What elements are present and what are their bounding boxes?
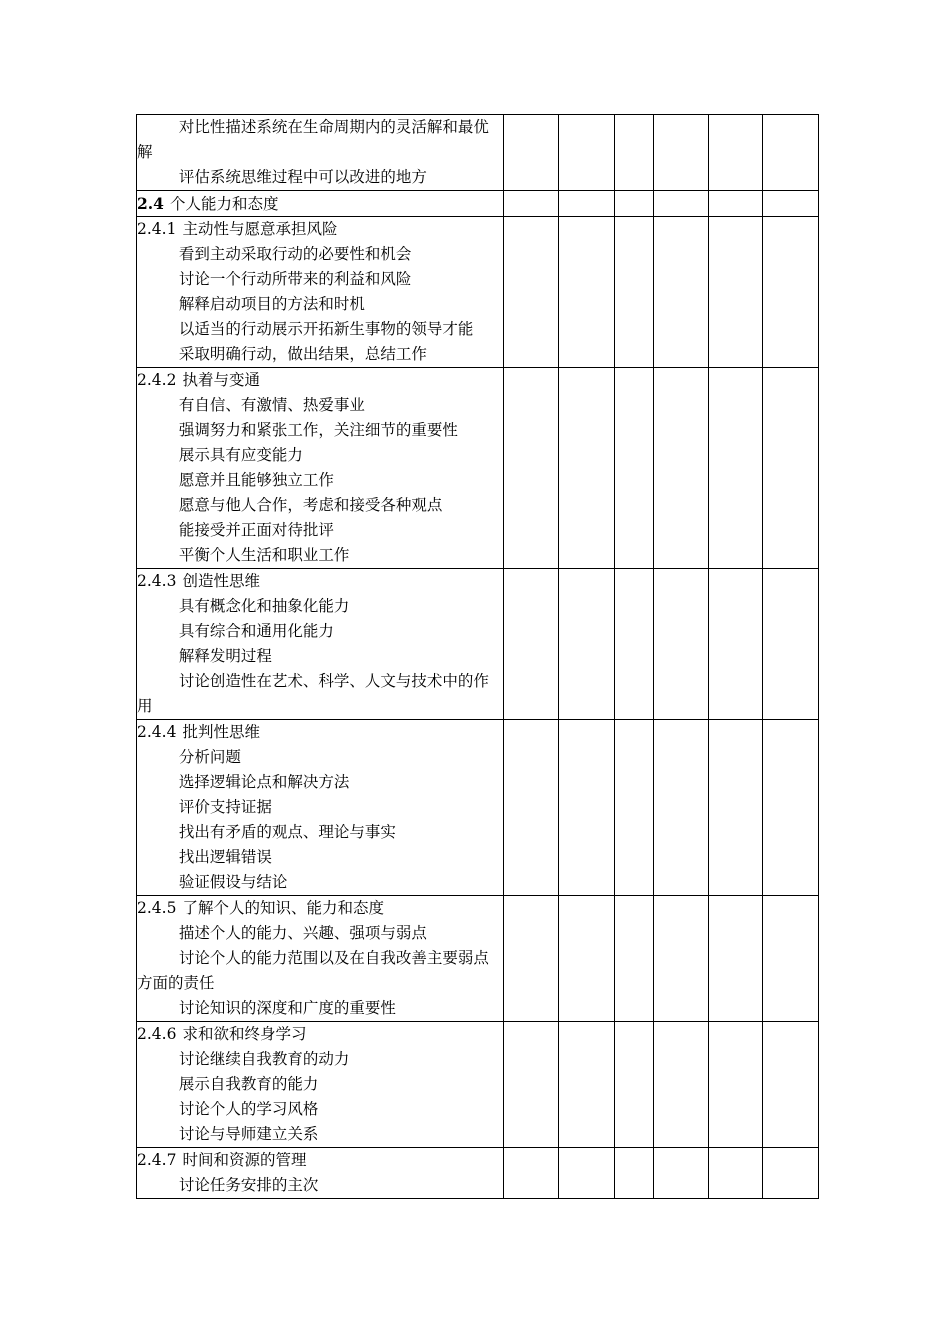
rating-cell[interactable] bbox=[615, 368, 654, 569]
subsection-heading bbox=[137, 896, 503, 921]
subsection-title: 创造性思维 bbox=[182, 572, 260, 590]
item-description-cell bbox=[137, 115, 504, 191]
item-line: 讨论一个行动所带来的利益和风险 bbox=[178, 270, 412, 288]
item-line: 愿意并且能够独立工作 bbox=[178, 471, 334, 489]
rating-cell[interactable] bbox=[615, 720, 654, 896]
item-line: 找出有矛盾的观点、理论与事实 bbox=[178, 823, 396, 841]
rating-cell[interactable] bbox=[559, 191, 615, 217]
rating-cell[interactable] bbox=[654, 569, 709, 720]
item-description-cell bbox=[137, 368, 504, 569]
rating-cell[interactable] bbox=[504, 217, 559, 368]
rating-cell[interactable] bbox=[709, 217, 763, 368]
table-body bbox=[137, 115, 819, 1199]
section-title: 个人能力和态度 bbox=[169, 195, 279, 213]
item-description-cell bbox=[137, 217, 504, 368]
rating-cell[interactable] bbox=[763, 217, 819, 368]
table-row bbox=[137, 217, 819, 368]
rating-cell[interactable] bbox=[763, 368, 819, 569]
rating-cell[interactable] bbox=[559, 569, 615, 720]
subsection-title: 了解个人的知识、能力和态度 bbox=[182, 899, 384, 917]
rating-cell[interactable] bbox=[559, 115, 615, 191]
subsection-heading bbox=[137, 720, 503, 745]
table-row bbox=[137, 569, 819, 720]
item-line: 讨论个人的学习风格 bbox=[178, 1100, 319, 1118]
rating-cell[interactable] bbox=[615, 1148, 654, 1199]
rating-cell[interactable] bbox=[654, 217, 709, 368]
rating-cell[interactable] bbox=[763, 1022, 819, 1148]
item-line: 能接受并正面对待批评 bbox=[178, 521, 334, 539]
item-line: 评估系统思维过程中可以改进的地方 bbox=[178, 168, 427, 186]
rating-cell[interactable] bbox=[654, 368, 709, 569]
rating-cell[interactable] bbox=[559, 720, 615, 896]
rating-cell[interactable] bbox=[559, 896, 615, 1022]
item-line: 讨论个人的能力范围以及在自我改善主要弱点方面的责任 bbox=[137, 949, 489, 992]
table-row bbox=[137, 368, 819, 569]
subsection-heading bbox=[137, 1022, 503, 1047]
rating-cell[interactable] bbox=[709, 1148, 763, 1199]
item-line: 找出逻辑错误 bbox=[178, 848, 272, 866]
rating-cell[interactable] bbox=[654, 115, 709, 191]
rating-cell[interactable] bbox=[559, 217, 615, 368]
rating-cell[interactable] bbox=[615, 217, 654, 368]
rating-cell[interactable] bbox=[709, 1022, 763, 1148]
rating-cell[interactable] bbox=[615, 191, 654, 217]
rating-cell[interactable] bbox=[709, 720, 763, 896]
item-line: 对比性描述系统在生命周期内的灵活解和最优解 bbox=[137, 118, 489, 161]
item-line: 以适当的行动展示开拓新生事物的领导才能 bbox=[178, 320, 474, 338]
rating-cell[interactable] bbox=[763, 191, 819, 217]
rating-cell[interactable] bbox=[615, 896, 654, 1022]
table-row bbox=[137, 1022, 819, 1148]
rating-cell[interactable] bbox=[504, 1022, 559, 1148]
item-line: 讨论与导师建立关系 bbox=[178, 1125, 319, 1143]
subsection-number: 2.4.7 bbox=[137, 1151, 177, 1169]
subsection-title: 时间和资源的管理 bbox=[182, 1151, 307, 1169]
item-description-cell bbox=[137, 1148, 504, 1199]
rating-cell[interactable] bbox=[654, 1148, 709, 1199]
section-heading bbox=[137, 191, 503, 216]
item-line: 强调努力和紧张工作，关注细节的重要性 bbox=[178, 421, 458, 439]
rating-cell[interactable] bbox=[504, 115, 559, 191]
table-row bbox=[137, 720, 819, 896]
rating-cell[interactable] bbox=[709, 115, 763, 191]
rating-cell[interactable] bbox=[654, 720, 709, 896]
item-description-cell bbox=[137, 191, 504, 217]
item-description-cell bbox=[137, 1022, 504, 1148]
rating-cell[interactable] bbox=[615, 1022, 654, 1148]
rating-cell[interactable] bbox=[504, 569, 559, 720]
subsection-heading bbox=[137, 569, 503, 594]
item-line: 平衡个人生活和职业工作 bbox=[178, 546, 350, 564]
item-line: 采取明确行动，做出结果，总结工作 bbox=[178, 345, 427, 363]
item-line: 展示具有应变能力 bbox=[178, 446, 303, 464]
item-line: 具有综合和通用化能力 bbox=[178, 622, 334, 640]
rating-cell[interactable] bbox=[709, 368, 763, 569]
item-line: 选择逻辑论点和解决方法 bbox=[178, 773, 350, 791]
table-row bbox=[137, 1148, 819, 1199]
rating-cell[interactable] bbox=[504, 896, 559, 1022]
subsection-title: 执着与变通 bbox=[182, 371, 260, 389]
rating-cell[interactable] bbox=[559, 1148, 615, 1199]
item-description-cell bbox=[137, 896, 504, 1022]
item-line: 讨论任务安排的主次 bbox=[178, 1176, 319, 1194]
subsection-number: 2.4.2 bbox=[137, 371, 177, 389]
item-line: 解释发明过程 bbox=[178, 647, 272, 665]
table-row bbox=[137, 115, 819, 191]
rating-cell[interactable] bbox=[559, 1022, 615, 1148]
subsection-number: 2.4.3 bbox=[137, 572, 177, 590]
subsection-title: 主动性与愿意承担风险 bbox=[182, 220, 338, 238]
rating-cell[interactable] bbox=[504, 368, 559, 569]
rating-cell[interactable] bbox=[615, 115, 654, 191]
item-description-cell bbox=[137, 720, 504, 896]
subsection-heading bbox=[137, 1148, 503, 1173]
item-line: 有自信、有激情、热爱事业 bbox=[178, 396, 365, 414]
item-description-cell bbox=[137, 569, 504, 720]
table-row bbox=[137, 191, 819, 217]
item-line: 讨论继续自我教育的动力 bbox=[178, 1050, 350, 1068]
rating-cell[interactable] bbox=[709, 896, 763, 1022]
item-line: 讨论创造性在艺术、科学、人文与技术中的作用 bbox=[137, 672, 489, 715]
rating-cell[interactable] bbox=[559, 368, 615, 569]
rating-cell[interactable] bbox=[654, 191, 709, 217]
subsection-title: 批判性思维 bbox=[182, 723, 260, 741]
competency-table bbox=[136, 114, 819, 1199]
item-line: 具有概念化和抽象化能力 bbox=[178, 597, 350, 615]
rating-cell[interactable] bbox=[763, 1148, 819, 1199]
subsection-heading bbox=[137, 217, 503, 242]
subsection-number: 2.4.4 bbox=[137, 723, 177, 741]
item-line: 看到主动采取行动的必要性和机会 bbox=[178, 245, 412, 263]
item-line: 展示自我教育的能力 bbox=[178, 1075, 319, 1093]
rating-cell[interactable] bbox=[654, 1022, 709, 1148]
rating-cell[interactable] bbox=[763, 720, 819, 896]
rating-cell[interactable] bbox=[504, 720, 559, 896]
rating-cell[interactable] bbox=[615, 569, 654, 720]
rating-cell[interactable] bbox=[763, 569, 819, 720]
item-line: 描述个人的能力、兴趣、强项与弱点 bbox=[178, 924, 427, 942]
item-line: 评价支持证据 bbox=[178, 798, 272, 816]
rating-cell[interactable] bbox=[504, 1148, 559, 1199]
rating-cell[interactable] bbox=[763, 896, 819, 1022]
item-line: 验证假设与结论 bbox=[178, 873, 288, 891]
rating-cell[interactable] bbox=[654, 896, 709, 1022]
table-row bbox=[137, 896, 819, 1022]
rating-cell[interactable] bbox=[504, 191, 559, 217]
item-line: 解释启动项目的方法和时机 bbox=[178, 295, 365, 313]
rating-cell[interactable] bbox=[709, 569, 763, 720]
rating-cell[interactable] bbox=[763, 115, 819, 191]
subsection-number: 2.4.1 bbox=[137, 220, 177, 238]
subsection-number: 2.4.6 bbox=[137, 1025, 177, 1043]
subsection-title: 求和欲和终身学习 bbox=[182, 1025, 307, 1043]
item-line: 分析问题 bbox=[178, 748, 241, 766]
subsection-heading bbox=[137, 368, 503, 393]
section-number: 2.4 bbox=[137, 194, 164, 213]
item-line: 讨论知识的深度和广度的重要性 bbox=[178, 999, 396, 1017]
item-line: 愿意与他人合作，考虑和接受各种观点 bbox=[178, 496, 443, 514]
rating-cell[interactable] bbox=[709, 191, 763, 217]
subsection-number: 2.4.5 bbox=[137, 899, 177, 917]
